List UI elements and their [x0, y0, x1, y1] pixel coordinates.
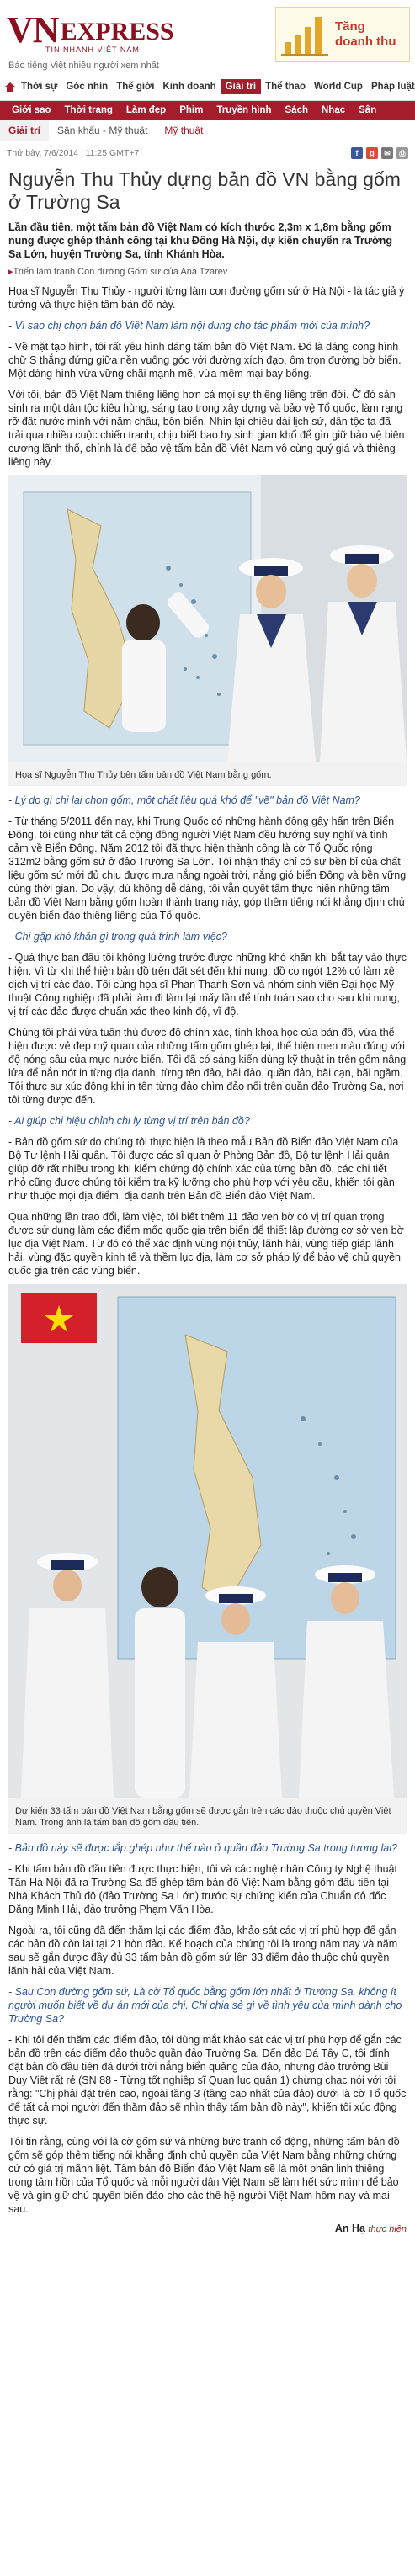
- print-icon[interactable]: ⎙: [396, 147, 408, 159]
- nav-item-giai-tri[interactable]: Giải trí: [221, 79, 261, 94]
- primary-nav: [0, 77, 415, 96]
- subnav-nhac[interactable]: Nhạc: [322, 105, 346, 115]
- nav-item-the-gioi[interactable]: Thế giới: [116, 82, 155, 92]
- photo-sailors-with-map: [8, 1284, 407, 1800]
- breadcrumb: [0, 120, 415, 141]
- paragraph: - Bản đồ gốm sứ do chúng tôi thực hiện là theo mẫu Bản đồ Biển đảo Việt Nam của Bộ Tư lệnh Hải quân. Tôi được các sĩ quan ở Phòng Bản đồ, Bộ tư lệnh Hải quân giúp đỡ rất nhiều trong khi kiểm chứng độ chính xác của từng bản đồ, các chi tiết nhỏ cũng được chúng tôi kiểm tra kỹ lưỡng cho phù hợp với yêu cầu, khiến tôi gần như thuộc mọi địa điểm, địa danh trên Bản đồ Biển đảo Việt Nam.: [8, 1136, 399, 1202]
- publish-date: Thứ bảy, 7/6/2014 | 11:25 GMT+7: [7, 148, 140, 158]
- ad-chart-icon: [281, 13, 328, 56]
- subnav-sach[interactable]: Sách: [285, 105, 308, 115]
- article-title: Nguyễn Thu Thủy dựng bản đồ VN bằng gốm ở Trường Sa: [8, 168, 401, 213]
- nav-item-phap-luat[interactable]: Pháp luật: [370, 82, 415, 92]
- paragraph: Họa sĩ Nguyễn Thu Thủy - người từng làm con đường gốm sứ ở Hà Nội - là tác giả ý tưởng và thực hiện tấm bản đồ này.: [8, 285, 405, 311]
- photo-artist-with-map: [8, 475, 407, 764]
- site-tagline: Báo tiếng Việt nhiều người xem nhất: [8, 61, 159, 71]
- article-meta: [0, 141, 415, 165]
- figure-artist-with-map: [8, 475, 407, 786]
- subnav-truyen-hinh[interactable]: Truyền hình: [216, 105, 272, 115]
- subnav-thoi-trang[interactable]: Thời trang: [64, 105, 113, 115]
- logo-vn: VN: [7, 9, 59, 50]
- paragraph: Ngoài ra, tôi cũng đã đến thăm lại các điểm đảo, khảo sát các vị trí phù hợp để gắn các bản đồ còn lại tại 21 hòn đảo. Kế hoạch của chúng tôi là trong năm nay và năm sau sẽ gắn được đầy đủ 33 tấm bản đồ gốm sứ lên 33 điểm đảo thuộc chủ quyền lãnh hải của Việt Nam.: [8, 1925, 398, 1977]
- subnav-gioi-sao[interactable]: Giới sao: [12, 105, 51, 115]
- logo-subtitle: TIN NHANH VIỆT NAM: [45, 45, 140, 54]
- paragraph: Với tôi, bản đồ Việt Nam thiêng liêng hơn cả mọi sự thiêng liêng trên đời. Ở đó sản sinh ra một dân tộc kiêu hùng, sáng tạo trong xây dựng và bảo vệ Tổ quốc, làm rạng rỡ đất nước mình với năm châu, bốn biển. Nhìn lại chiều dài lịch sử, dân tộc ta đã trải qua nhiều cuộc chiến tranh, chịu biết bao hy sinh gian khổ để gìn giữ bảo vệ biên cương lãnh thổ, chính là để bảo vệ tấm bản đồ Việt Nam vô cùng quý giá và thiêng liêng này.: [8, 389, 405, 468]
- subnav-phim[interactable]: Phim: [179, 105, 204, 115]
- paragraph: Chúng tôi phải vừa tuân thủ được độ chính xác, tính khoa học của bản đồ, vừa thể hiện được vẻ đẹp mỹ quan của những tấm gốm ghép lại, thể hiện men màu đúng với độ nóng sâu của mực nước biển. Tôi đã có sáng kiến dùng kỹ thuật in trên gốm nâng lửa để nắn nót in từng địa danh, từng tên đảo, bãi đảo, quần đảo, bãi cạn, bãi ngầm. Tôi thực sự xúc động khi in tên từng đảo chìm đảo nổi trên quần đảo Trường Sa, nơi tôi từng được đến.: [8, 1027, 407, 1106]
- subnav-lam-dep[interactable]: Làm đẹp: [125, 105, 167, 115]
- breadcrumb-section[interactable]: Sân khấu - Mỹ thuật: [57, 124, 148, 136]
- figure-caption: Họa sĩ Nguyễn Thu Thủy bên tấm bản đồ Việt Nam bằng gốm.: [15, 770, 272, 780]
- like-icon[interactable]: f: [351, 147, 363, 159]
- paragraph: - Khi tôi đến thăm các điểm đảo, tôi dùng mắt khảo sát các vị trí phù hợp để gắn các bản đồ trên các điểm đảo thuộc quần đảo Trường Sa. Đến đảo Đá Tây C, tôi đính đặt bản đồ đầu tiên đá dưới trời nắng biển quảng của đảo, nhưng đảo trưởng Bùi Duy Việt rất rẻ (SN 88 - Từng tốt nghiệp sĩ Quan lục quân 1) chừng chạc nói với tôi rằng: "Chị phải đặt trên cao, ngoài tầng 3 (tầng cao nhất của đảo) dưới là cờ Tổ quốc để tất cả mọi người đến thăm đảo sẽ nhìn thấy tấm bản đồ này", khiến tôi xúc động thực sự.: [8, 2034, 407, 2127]
- paragraph: - Khi tấm bản đồ đầu tiên được thực hiện, tôi và các nghệ nhân Công ty Nghệ thuật Tân Hà Nội đã ra Trường Sa để ghép tấm bản đồ Việt Nam bằng gốm đầu tiên tại Nhà Khách Thủ đô (đảo Trường Sa Lớn) trước sự chứng kiến của Chuẩn đô đốc Đặng Minh Hải, đảo trưởng Phạm Văn Hòa.: [8, 1863, 398, 1915]
- subnav-san[interactable]: Sân: [359, 105, 377, 115]
- article-lead: Lần đầu tiên, một tấm bản đồ Việt Nam có kích thước 2,3m x 1,8m bằng gốm nung được ghép thành công tại khu Đông Hà Nội, dự kiến chuyển ra Trường Sa Lớn, huyện Trường Sa, tỉnh Khánh Hòa.: [8, 221, 393, 260]
- paragraph: Tôi tin rằng, cùng với là cờ gốm sứ và những bức tranh cổ động, những tấm bản đồ gốm sẽ góp thêm tiếng nói khẳng định chủ quyền của Việt Nam bằng những chứng cứ có giá trị mãnh liệt. Tấm bản đồ Biển đảo Việt Nam sẽ là một phần linh thiêng trong tâm hồn của Tổ quốc và mỗi người dân Việt Nam sẽ làm hết sức mình để bảo vệ và gìn giữ chủ quyền biển đảo cho các thế hệ người Việt Nam hôm nay và mai sau.: [8, 2136, 400, 2215]
- figure-sailors-with-map: [8, 1284, 407, 1834]
- question: - Bản đồ này sẽ được lắp ghép như thế nào ở quần đảo Trường Sa trong tương lai?: [8, 1842, 397, 1854]
- question: - Vì sao chị chọn bản đồ Việt Nam làm nội dung cho tác phẩm mới của mình?: [8, 320, 370, 332]
- paragraph: Qua những lần trao đổi, làm việc, tôi biết thêm 11 đảo ven bờ có vị trí quan trọng được sử dụng làm các điểm mốc quốc gia trên biển để thiết lập đường cơ sở ven bờ lục địa Việt Nam. Từ đó có thể xác định vùng nội thủy, lãnh hải, vùng tiếp giáp lãnh hải, vùng đặc quyền kinh tế và thềm lục địa, làm cơ sở pháp lý để bảo vệ chủ quyền quốc gia trên các vùng biển.: [8, 1211, 404, 1277]
- share-bar: [351, 147, 408, 159]
- ad-text: Tăng doanh thu: [335, 19, 396, 49]
- google-plus-icon[interactable]: g: [366, 147, 378, 159]
- question: - Sau Con đường gốm sứ, Là cờ Tổ quốc bằng gốm lớn nhất ở Trường Sa, không ít người muốn biết về dự án mới của chị. Chị chia sẻ gì về tình yêu của mình dành cho Trường Sa?: [8, 1986, 402, 2025]
- paragraph: - Quá thực ban đầu tôi không lường trước được những khó khăn khi bắt tay vào thực hiện. Vì từ khi thể hiện bản đồ trên đất sét đến khi nung, đồ co ngót 12% có làm xê dịch vị trí các đảo. Tôi cùng họa sĩ Phan Thanh Sơn và nhóm sinh viên Đại học Mỹ thuật Công nghiệp đã phải làm đi làm lại mấy lần để tính toán sao cho sau khi nung, vị trí các đảo được chuẩn xác theo kinh độ, vĩ độ.: [8, 952, 407, 1017]
- author-name: An Hạ: [334, 2223, 366, 2234]
- question: - Chị gặp khó khăn gì trong quá trình làm việc?: [8, 931, 227, 943]
- author-signature: [8, 2223, 407, 2234]
- author-role: thực hiện: [368, 2224, 407, 2234]
- related-link[interactable]: ▸ Triển lãm tranh Con đường Gốm sứ của Ana Tzarev: [8, 266, 407, 277]
- article-body: [0, 168, 415, 2234]
- banner-ad[interactable]: [275, 7, 410, 62]
- nav-item-world-cup[interactable]: World Cup: [314, 82, 363, 92]
- logo-express: EXPRESS: [60, 18, 174, 45]
- paragraph: - Về mặt tạo hình, tôi rất yêu hình dáng tấm bản đồ Việt Nam. Đó là dáng cong hình chữ S thắng đứng giữa nền vuông góc với đường xích đạo, ôm trọn đường bờ biển. Một dáng hình vừa vững chãi mạnh mẽ, vừa mềm mại bay bổng.: [8, 341, 402, 380]
- site-header: [0, 0, 415, 101]
- breadcrumb-current[interactable]: Mỹ thuật: [164, 124, 204, 136]
- secondary-nav: [0, 101, 415, 120]
- paragraph: - Từ tháng 5/2011 đến nay, khi Trung Quốc có những hành động gây hấn trên Biển Đông, tôi cũng như tất cả cộng đồng người Việt Nam đều hướng suy nghĩ và tình cảm về Biển Đông. Năm 2012 tôi đã thực hiện thành công là cờ Tổ Quốc rộng 312m2 bằng gốm sứ ở đảo Trường Sa Lớn. Tôi nhận thấy chỉ có sự bền bỉ của chất liệu gốm sứ mới đủ chịu được mưa nắng ngoài trời, nắng gió biển Đông và bền vững cùng thời gian. Do vậy, dù không dễ dàng, tôi vẫn quyết tâm thực hiện những tấm bản đồ Việt Nam bằng gốm hoàn thành trang này, góp thêm tiếng nói khẳng định chủ quyền biển đảo thiêng liêng của Tổ quốc.: [8, 815, 407, 922]
- question: - Lý do gì chị lại chọn gốm, một chất liệu quá khó để "vẽ" bản đồ Việt Nam?: [8, 794, 360, 806]
- email-icon[interactable]: ✉: [381, 147, 393, 159]
- nav-item-thoi-su[interactable]: Thời sự: [21, 82, 58, 92]
- figure-caption: Dự kiến 33 tấm bản đồ Việt Nam bằng gốm sẽ được gắn trên các đảo thuộc chủ quyền Việt Nam. Trong ảnh là tấm bản đồ gốm đầu tiên.: [15, 1806, 391, 1828]
- nav-item-goc-nhin[interactable]: Góc nhìn: [66, 82, 109, 92]
- nav-item-kinh-doanh[interactable]: Kinh doanh: [162, 82, 216, 92]
- nav-item-the-thao[interactable]: Thể thao: [265, 82, 306, 92]
- breadcrumb-category[interactable]: Giải trí: [0, 120, 49, 141]
- question: - Ai giúp chị hiệu chỉnh chi ly từng vị trí trên bản đồ?: [8, 1115, 250, 1127]
- home-icon[interactable]: [5, 82, 13, 92]
